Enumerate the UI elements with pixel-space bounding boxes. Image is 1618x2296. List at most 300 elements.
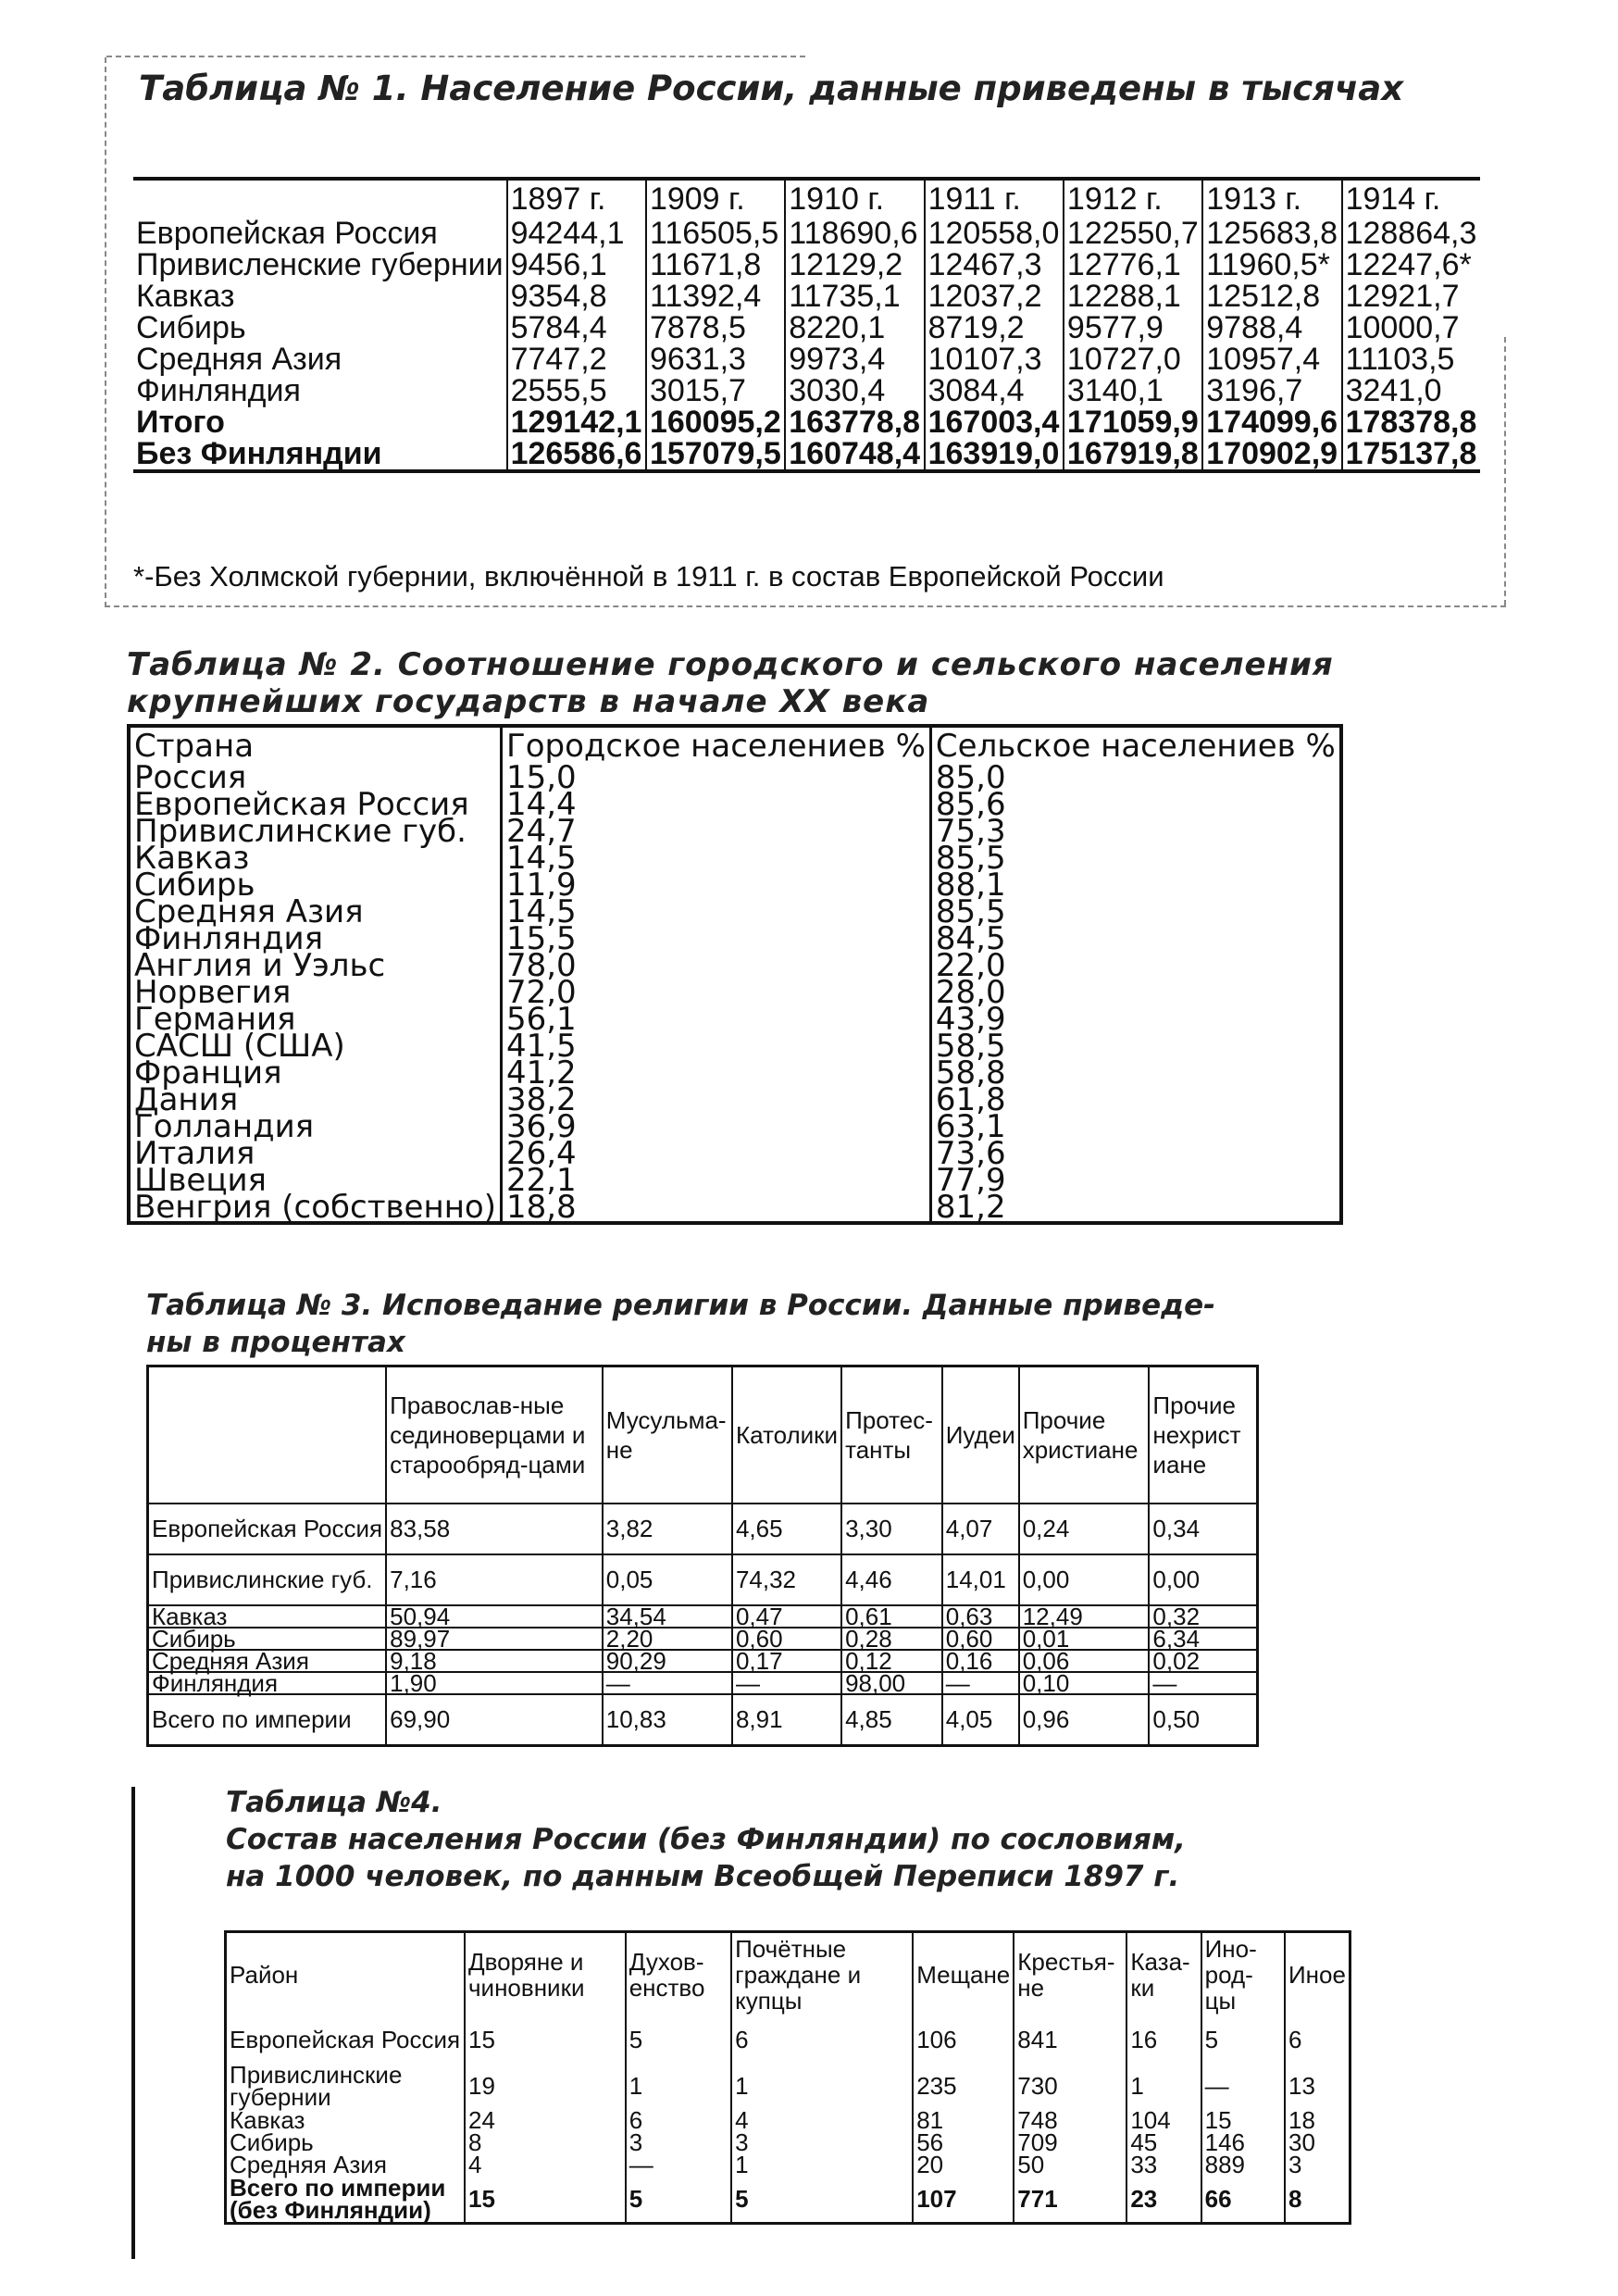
- value-cell: 235: [913, 2063, 1014, 2109]
- value-cell: 171059,9: [1064, 406, 1202, 438]
- value-cell: 85,5: [930, 845, 1340, 872]
- header-cell: [133, 179, 507, 218]
- value-cell: 178378,8: [1342, 406, 1480, 438]
- value-cell: 160748,4: [785, 438, 924, 471]
- table4: [224, 1930, 1351, 2225]
- value-cell: 24: [465, 2109, 626, 2131]
- table3-title: [146, 1287, 1215, 1361]
- value-cell: 72,0: [501, 980, 930, 1006]
- row-label-cell: Сибирь: [230, 2128, 314, 2156]
- value-cell: 160095,2: [646, 406, 785, 438]
- row-label-cell: Швеция: [134, 1162, 268, 1199]
- value-cell: 26,4: [501, 1141, 930, 1167]
- value-cell: 58,8: [930, 1060, 1340, 1087]
- value-cell: 7747,2: [507, 343, 646, 375]
- value-cell: 56,1: [501, 1006, 930, 1033]
- value-cell: 28,0: [930, 980, 1340, 1006]
- header-cell: Каза-ки: [1126, 1932, 1201, 2017]
- header-cell: Дворяне и чиновники: [465, 1932, 626, 2017]
- table1-row: [133, 438, 1480, 471]
- table4-header-row: [226, 1932, 1350, 2017]
- row-label-cell: Без Финляндии: [136, 436, 382, 471]
- value-cell: 122550,7: [1064, 218, 1202, 249]
- value-cell: 771: [1014, 2176, 1126, 2224]
- value-cell: 69,90: [386, 1694, 603, 1746]
- value-cell: 128864,3: [1342, 218, 1480, 249]
- value-cell: 104: [1126, 2109, 1201, 2131]
- value-cell: 7878,5: [646, 312, 785, 343]
- table1-row: [133, 249, 1480, 281]
- header-cell: Страна: [134, 728, 255, 765]
- value-cell: 90,29: [603, 1650, 732, 1672]
- value-cell: 841: [1014, 2016, 1126, 2063]
- header-cell: Иудеи: [942, 1366, 1019, 1504]
- value-cell: 85,6: [930, 792, 1340, 818]
- header-cell: Протес-танты: [841, 1366, 942, 1504]
- value-cell: 75,3: [930, 818, 1340, 845]
- value-cell: 8719,2: [925, 312, 1064, 343]
- value-cell: —: [1201, 2063, 1285, 2109]
- value-cell: 10957,4: [1202, 343, 1341, 375]
- value-cell: 78,0: [501, 953, 930, 980]
- table1-grid: [133, 177, 1480, 473]
- value-cell: 18: [1285, 2109, 1350, 2131]
- value-cell: 4,85: [841, 1694, 942, 1746]
- value-cell: 709: [1014, 2131, 1126, 2153]
- value-cell: 38,2: [501, 1087, 930, 1114]
- value-cell: 126586,6: [507, 438, 646, 471]
- value-cell: 3140,1: [1064, 375, 1202, 406]
- value-cell: 4: [465, 2153, 626, 2176]
- value-cell: 63,1: [930, 1114, 1340, 1141]
- value-cell: 23: [1126, 2176, 1201, 2224]
- table2-row: [129, 1033, 1341, 1060]
- value-cell: 89,97: [386, 1628, 603, 1650]
- value-cell: 106: [913, 2016, 1014, 2063]
- value-cell: 13: [1285, 2063, 1350, 2109]
- value-cell: 0,24: [1019, 1504, 1150, 1554]
- table1-footnote: *-Без Холмской губернии, включённой в 1911 г. в состав Европейской России: [133, 560, 1164, 593]
- value-cell: 66: [1201, 2176, 1285, 2224]
- value-cell: 0,00: [1149, 1554, 1257, 1605]
- row-label-cell: Сибирь: [134, 867, 255, 904]
- value-cell: 167003,4: [925, 406, 1064, 438]
- value-cell: 3,82: [603, 1504, 732, 1554]
- header-cell: Городское населениев %: [501, 726, 930, 765]
- value-cell: 6: [1285, 2016, 1350, 2063]
- table1-row: [133, 343, 1480, 375]
- value-cell: 12,49: [1019, 1605, 1150, 1628]
- row-label-cell: Привислинские губ.: [134, 813, 467, 850]
- table2-grid: [127, 724, 1343, 1225]
- value-cell: —: [626, 2153, 731, 2176]
- value-cell: 0,16: [942, 1650, 1019, 1672]
- row-label-cell: Голландия: [134, 1108, 315, 1145]
- value-cell: 61,8: [930, 1087, 1340, 1114]
- row-label-cell: Всего по империи (без Финляндии): [230, 2174, 446, 2224]
- header-cell: Иное: [1285, 1932, 1350, 2017]
- header-cell: Духов-енство: [626, 1932, 731, 2017]
- header-cell: Прочие христиане: [1019, 1366, 1150, 1504]
- value-cell: 11,9: [501, 872, 930, 899]
- value-cell: 50,94: [386, 1605, 603, 1628]
- value-cell: 3,30: [841, 1504, 942, 1554]
- value-cell: 9456,1: [507, 249, 646, 281]
- value-cell: 10727,0: [1064, 343, 1202, 375]
- value-cell: 12512,8: [1202, 281, 1341, 312]
- value-cell: 0,28: [841, 1628, 942, 1650]
- value-cell: 14,5: [501, 899, 930, 926]
- header-cell: Сельское населениев %: [930, 726, 1340, 765]
- value-cell: 11671,8: [646, 249, 785, 281]
- value-cell: 36,9: [501, 1114, 930, 1141]
- value-cell: 6: [626, 2109, 731, 2131]
- value-cell: 14,4: [501, 792, 930, 818]
- value-cell: 58,5: [930, 1033, 1340, 1060]
- value-cell: —: [942, 1672, 1019, 1694]
- value-cell: 0,12: [841, 1650, 942, 1672]
- header-cell: 1913 г.: [1202, 179, 1341, 218]
- row-label-cell: Италия: [134, 1135, 255, 1172]
- value-cell: 9354,8: [507, 281, 646, 312]
- row-label-cell: Сибирь: [136, 310, 246, 345]
- table1: [133, 177, 1480, 473]
- header-cell: Крестья-не: [1014, 1932, 1126, 2017]
- table2-title-line1: Таблица № 2. Соотношение городского и сельского населения: [127, 646, 1334, 683]
- value-cell: 83,58: [386, 1504, 603, 1554]
- table2-title: [127, 646, 1334, 720]
- value-cell: 12288,1: [1064, 281, 1202, 312]
- value-cell: 2,20: [603, 1628, 732, 1650]
- value-cell: 3030,4: [785, 375, 924, 406]
- value-cell: 1,90: [386, 1672, 603, 1694]
- value-cell: 5: [731, 2176, 913, 2224]
- value-cell: 9577,9: [1064, 312, 1202, 343]
- value-cell: 0,60: [942, 1628, 1019, 1650]
- value-cell: 3015,7: [646, 375, 785, 406]
- value-cell: 85,5: [930, 899, 1340, 926]
- row-label-cell: Средняя Азия: [230, 2151, 387, 2178]
- row-label-cell: Кавказ: [136, 279, 235, 314]
- value-cell: 12129,2: [785, 249, 924, 281]
- value-cell: —: [732, 1672, 841, 1694]
- row-label-cell: Европейская Россия: [134, 786, 469, 823]
- value-cell: 81,2: [930, 1194, 1340, 1223]
- value-cell: 22,0: [930, 953, 1340, 980]
- value-cell: 125683,8: [1202, 218, 1341, 249]
- table3-row: [148, 1672, 1258, 1694]
- value-cell: 9973,4: [785, 343, 924, 375]
- row-label-cell: Кавказ: [148, 1605, 387, 1628]
- value-cell: 3084,4: [925, 375, 1064, 406]
- value-cell: 8220,1: [785, 312, 924, 343]
- row-label-cell: Европейская Россия: [230, 2026, 461, 2053]
- table4-row: [226, 2153, 1350, 2176]
- value-cell: 3: [1285, 2153, 1350, 2176]
- value-cell: 163919,0: [925, 438, 1064, 471]
- value-cell: 10107,3: [925, 343, 1064, 375]
- value-cell: 20: [913, 2153, 1014, 2176]
- table4-grid: [224, 1930, 1351, 2225]
- value-cell: 88,1: [930, 872, 1340, 899]
- value-cell: 129142,1: [507, 406, 646, 438]
- value-cell: 94244,1: [507, 218, 646, 249]
- table3-row: [148, 1694, 1258, 1746]
- value-cell: 3196,7: [1202, 375, 1341, 406]
- header-cell: 1911 г.: [925, 179, 1064, 218]
- value-cell: 0,01: [1019, 1628, 1150, 1650]
- value-cell: 8: [465, 2131, 626, 2153]
- header-cell: Ино-род-цы: [1201, 1932, 1285, 2017]
- value-cell: 157079,5: [646, 438, 785, 471]
- value-cell: 19: [465, 2063, 626, 2109]
- row-label-cell: Средняя Азия: [148, 1650, 387, 1672]
- row-label-cell: САСШ (США): [134, 1028, 345, 1065]
- table4-side-bar: [131, 1787, 135, 2259]
- value-cell: 12467,3: [925, 249, 1064, 281]
- value-cell: 4,07: [942, 1504, 1019, 1554]
- table2-row: [129, 953, 1341, 980]
- row-label-cell: Европейская Россия: [136, 216, 438, 251]
- value-cell: 1: [1126, 2063, 1201, 2109]
- row-label-cell: Всего по империи: [148, 1694, 387, 1746]
- value-cell: 11735,1: [785, 281, 924, 312]
- row-label-cell: Кавказ: [230, 2106, 305, 2134]
- value-cell: 167919,8: [1064, 438, 1202, 471]
- row-label-cell: Англия и Уэльс: [134, 947, 386, 984]
- value-cell: 98,00: [841, 1672, 942, 1694]
- table1-header-row: [133, 179, 1480, 218]
- table3-row: [148, 1605, 1258, 1628]
- value-cell: 14,01: [942, 1554, 1019, 1605]
- table1-row: [133, 281, 1480, 312]
- table1-row: [133, 218, 1480, 249]
- value-cell: 50: [1014, 2153, 1126, 2176]
- value-cell: 120558,0: [925, 218, 1064, 249]
- row-label-cell: Средняя Азия: [134, 893, 364, 930]
- value-cell: 15: [465, 2176, 626, 2224]
- value-cell: 6,34: [1149, 1628, 1257, 1650]
- value-cell: 1: [731, 2153, 913, 2176]
- row-label-cell: Итого: [136, 405, 225, 440]
- value-cell: —: [603, 1672, 732, 1694]
- table2-row: [129, 818, 1341, 845]
- value-cell: 10,83: [603, 1694, 732, 1746]
- header-cell: 1910 г.: [785, 179, 924, 218]
- value-cell: 0,32: [1149, 1605, 1257, 1628]
- value-cell: 889: [1201, 2153, 1285, 2176]
- row-label-cell: Франция: [134, 1054, 282, 1092]
- value-cell: 7,16: [386, 1554, 603, 1605]
- table3-grid: [146, 1365, 1259, 1747]
- value-cell: 15,0: [501, 765, 930, 792]
- row-label-cell: Норвегия: [134, 974, 292, 1011]
- header-cell: Прочие нехрист иане: [1149, 1366, 1257, 1504]
- header-cell: 1909 г.: [646, 179, 785, 218]
- value-cell: 85,0: [930, 765, 1340, 792]
- value-cell: 118690,6: [785, 218, 924, 249]
- value-cell: 9,18: [386, 1650, 603, 1672]
- row-label-cell: Финляндия: [136, 373, 301, 408]
- value-cell: 0,06: [1019, 1650, 1150, 1672]
- value-cell: 0,02: [1149, 1650, 1257, 1672]
- row-label-cell: Европейская Россия: [148, 1504, 387, 1554]
- row-label-cell: Германия: [134, 1001, 296, 1038]
- value-cell: 12776,1: [1064, 249, 1202, 281]
- value-cell: 5: [1201, 2016, 1285, 2063]
- value-cell: 24,7: [501, 818, 930, 845]
- value-cell: 84,5: [930, 926, 1340, 953]
- table4-row: [226, 2131, 1350, 2153]
- header-cell: Православ-ные сединоверцами и старообряд-цами: [386, 1366, 603, 1504]
- value-cell: 15,5: [501, 926, 930, 953]
- value-cell: 41,2: [501, 1060, 930, 1087]
- header-cell: 1897 г.: [507, 179, 646, 218]
- value-cell: 0,34: [1149, 1504, 1257, 1554]
- value-cell: 45: [1126, 2131, 1201, 2153]
- value-cell: 175137,8: [1342, 438, 1480, 471]
- value-cell: 0,60: [732, 1628, 841, 1650]
- table2-row: [129, 1114, 1341, 1141]
- value-cell: 18,8: [501, 1194, 930, 1223]
- value-cell: 81: [913, 2109, 1014, 2131]
- table1-row: [133, 406, 1480, 438]
- table3: [146, 1365, 1259, 1747]
- value-cell: 3241,0: [1342, 375, 1480, 406]
- value-cell: 8: [1285, 2176, 1350, 2224]
- table3-row: [148, 1628, 1258, 1650]
- table4-row: [226, 2063, 1350, 2109]
- value-cell: 0,61: [841, 1605, 942, 1628]
- value-cell: 33: [1126, 2153, 1201, 2176]
- value-cell: 0,00: [1019, 1554, 1150, 1605]
- value-cell: 3: [731, 2131, 913, 2153]
- value-cell: 2555,5: [507, 375, 646, 406]
- value-cell: 3: [626, 2131, 731, 2153]
- value-cell: 5: [626, 2016, 731, 2063]
- row-label-cell: Привислинские губернии: [230, 2061, 403, 2111]
- value-cell: 0,17: [732, 1650, 841, 1672]
- value-cell: 16: [1126, 2016, 1201, 2063]
- header-cell: Почётные граждане и купцы: [731, 1932, 913, 2017]
- value-cell: 10000,7: [1342, 312, 1480, 343]
- table3-title-line1: Таблица № 3. Исповедание религии в России. Данные приведе-: [146, 1289, 1216, 1322]
- header-cell: [148, 1366, 387, 1504]
- value-cell: 730: [1014, 2063, 1126, 2109]
- value-cell: 11960,5*: [1202, 249, 1341, 281]
- value-cell: 22,1: [501, 1167, 930, 1194]
- value-cell: 74,32: [732, 1554, 841, 1605]
- value-cell: 116505,5: [646, 218, 785, 249]
- header-cell: Район: [230, 1961, 299, 1989]
- value-cell: 15: [1201, 2109, 1285, 2131]
- table2-title-line2: крупнейших государств в начале XX века: [127, 683, 930, 720]
- row-label-cell: Финляндия: [134, 920, 324, 957]
- row-label-cell: Кавказ: [134, 840, 250, 877]
- value-cell: 73,6: [930, 1141, 1340, 1167]
- row-label-cell: Привисленские губернии: [136, 247, 504, 282]
- value-cell: 41,5: [501, 1033, 930, 1060]
- value-cell: 8,91: [732, 1694, 841, 1746]
- value-cell: 15: [465, 2016, 626, 2063]
- value-cell: 5784,4: [507, 312, 646, 343]
- value-cell: 146: [1201, 2131, 1285, 2153]
- table4-row: [226, 2176, 1350, 2224]
- value-cell: 170902,9: [1202, 438, 1341, 471]
- value-cell: 0,05: [603, 1554, 732, 1605]
- row-label-cell: Россия: [134, 759, 247, 796]
- table2: [127, 724, 1343, 1225]
- table3-row: [148, 1650, 1258, 1672]
- value-cell: 9631,3: [646, 343, 785, 375]
- table1-title: Таблица № 1. Население России, данные приведены в тысячах: [139, 69, 1404, 108]
- value-cell: 12247,6*: [1342, 249, 1480, 281]
- table3-row: [148, 1504, 1258, 1554]
- value-cell: 56: [913, 2131, 1014, 2153]
- value-cell: 12921,7: [1342, 281, 1480, 312]
- value-cell: 4,46: [841, 1554, 942, 1605]
- value-cell: 0,63: [942, 1605, 1019, 1628]
- value-cell: 9788,4: [1202, 312, 1341, 343]
- value-cell: 163778,8: [785, 406, 924, 438]
- value-cell: 11103,5: [1342, 343, 1480, 375]
- value-cell: 43,9: [930, 1006, 1340, 1033]
- value-cell: 4: [731, 2109, 913, 2131]
- value-cell: 4,05: [942, 1694, 1019, 1746]
- value-cell: 5: [626, 2176, 731, 2224]
- value-cell: 14,5: [501, 845, 930, 872]
- table4-title: [226, 1784, 1186, 1895]
- value-cell: 6: [731, 2016, 913, 2063]
- value-cell: 748: [1014, 2109, 1126, 2131]
- value-cell: 34,54: [603, 1605, 732, 1628]
- table4-title-line1: Таблица №4.: [226, 1786, 442, 1819]
- row-label-cell: Финляндия: [148, 1672, 387, 1694]
- table4-row: [226, 2109, 1350, 2131]
- value-cell: 77,9: [930, 1167, 1340, 1194]
- row-label-cell: Привислинские губ.: [148, 1554, 387, 1605]
- value-cell: 0,47: [732, 1605, 841, 1628]
- table3-title-line2: ны в процентах: [146, 1326, 405, 1359]
- value-cell: 107: [913, 2176, 1014, 2224]
- header-cell: 1914 г.: [1342, 179, 1480, 218]
- table4-title-line2: Состав населения России (без Финляндии) по сословиям,: [226, 1823, 1186, 1856]
- header-cell: Мещане: [913, 1932, 1014, 2017]
- header-cell: Мусульма-не: [603, 1366, 732, 1504]
- header-cell: 1912 г.: [1064, 179, 1202, 218]
- value-cell: —: [1149, 1672, 1257, 1694]
- table3-header-row: [148, 1366, 1258, 1504]
- row-label-cell: Венгрия (собственно): [134, 1189, 496, 1226]
- header-cell: Католики: [732, 1366, 841, 1504]
- table3-row: [148, 1554, 1258, 1605]
- table4-title-line3: на 1000 человек, по данным Всеобщей Переписи 1897 г.: [226, 1860, 1180, 1893]
- value-cell: 1: [626, 2063, 731, 2109]
- table1-row: [133, 312, 1480, 343]
- value-cell: 0,50: [1149, 1694, 1257, 1746]
- value-cell: 12037,2: [925, 281, 1064, 312]
- value-cell: 1: [731, 2063, 913, 2109]
- row-label-cell: Дания: [134, 1081, 239, 1118]
- value-cell: 11392,4: [646, 281, 785, 312]
- value-cell: 174099,6: [1202, 406, 1341, 438]
- table2-header-row: [129, 726, 1341, 765]
- row-label-cell: Сибирь: [148, 1628, 387, 1650]
- table4-row: [226, 2016, 1350, 2063]
- table1-row: [133, 375, 1480, 406]
- value-cell: 0,96: [1019, 1694, 1150, 1746]
- value-cell: 30: [1285, 2131, 1350, 2153]
